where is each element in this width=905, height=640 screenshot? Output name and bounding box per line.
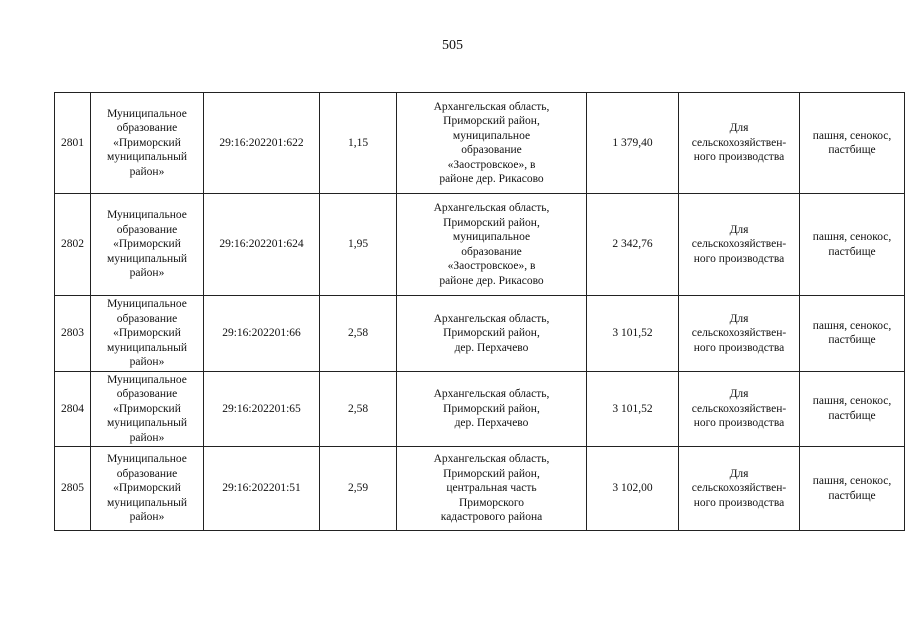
owner-cell: Муниципальное образование «Приморский муниципальный район» xyxy=(91,371,204,447)
land-use-cell: пашня, сенокос, пастбище xyxy=(800,194,905,296)
purpose-cell: Для сельскохозяйствен- ного производства xyxy=(679,371,800,447)
location-cell: Архангельская область, Приморский район, дер. Перхачево xyxy=(397,296,587,372)
area-cell: 2,59 xyxy=(320,447,397,531)
page-number: 505 xyxy=(442,38,463,53)
price-cell: 3 101,52 xyxy=(587,371,679,447)
row-number-cell: 2805 xyxy=(55,447,91,531)
area-cell: 2,58 xyxy=(320,371,397,447)
price-cell: 3 101,52 xyxy=(587,296,679,372)
purpose-cell: Для сельскохозяйствен- ного производства xyxy=(679,194,800,296)
cadastral-number-cell: 29:16:202201:622 xyxy=(204,93,320,194)
cadastral-number-cell: 29:16:202201:66 xyxy=(204,296,320,372)
land-plots-table xyxy=(54,92,905,531)
owner-cell: Муниципальное образование «Приморский муниципальный район» xyxy=(91,447,204,531)
cadastral-number-cell: 29:16:202201:51 xyxy=(204,447,320,531)
price-cell: 2 342,76 xyxy=(587,194,679,296)
table-row xyxy=(55,93,905,194)
table-row xyxy=(55,447,905,531)
price-cell: 3 102,00 xyxy=(587,447,679,531)
area-cell: 1,95 xyxy=(320,194,397,296)
row-number-cell: 2803 xyxy=(55,296,91,372)
table-row xyxy=(55,194,905,296)
purpose-cell: Для сельскохозяйствен- ного производства xyxy=(679,296,800,372)
table-row xyxy=(55,296,905,372)
cadastral-number-cell: 29:16:202201:624 xyxy=(204,194,320,296)
land-use-cell: пашня, сенокос, пастбище xyxy=(800,371,905,447)
location-cell: Архангельская область, Приморский район, центральная часть Приморского кадастрового района xyxy=(397,447,587,531)
land-use-cell: пашня, сенокос, пастбище xyxy=(800,296,905,372)
purpose-cell: Для сельскохозяйствен- ного производства xyxy=(679,447,800,531)
area-cell: 1,15 xyxy=(320,93,397,194)
location-cell: Архангельская область, Приморский район, дер. Перхачево xyxy=(397,371,587,447)
owner-cell: Муниципальное образование «Приморский муниципальный район» xyxy=(91,296,204,372)
land-use-cell: пашня, сенокос, пастбище xyxy=(800,93,905,194)
row-number-cell: 2801 xyxy=(55,93,91,194)
land-use-cell: пашня, сенокос, пастбище xyxy=(800,447,905,531)
price-cell: 1 379,40 xyxy=(587,93,679,194)
purpose-cell: Для сельскохозяйствен- ного производства xyxy=(679,93,800,194)
cadastral-number-cell: 29:16:202201:65 xyxy=(204,371,320,447)
location-cell: Архангельская область, Приморский район, муниципальное образование «Заостровское», в районе дер. Рикасово xyxy=(397,93,587,194)
owner-cell: Муниципальное образование «Приморский муниципальный район» xyxy=(91,93,204,194)
table-row xyxy=(55,371,905,447)
owner-cell: Муниципальное образование «Приморский муниципальный район» xyxy=(91,194,204,296)
row-number-cell: 2802 xyxy=(55,194,91,296)
area-cell: 2,58 xyxy=(320,296,397,372)
row-number-cell: 2804 xyxy=(55,371,91,447)
location-cell: Архангельская область, Приморский район, муниципальное образование «Заостровское», в районе дер. Рикасово xyxy=(397,194,587,296)
